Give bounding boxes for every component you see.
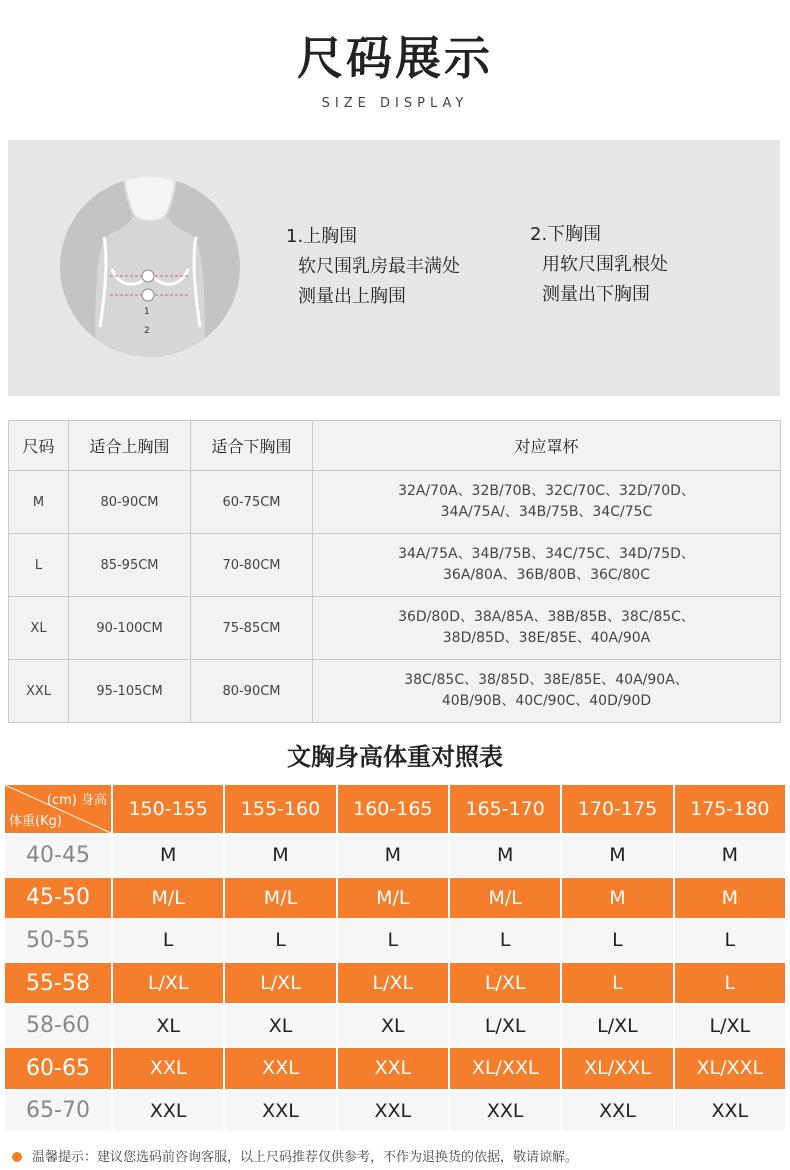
cup-line: 34A/75A/、34B/75B、34C/75C xyxy=(440,504,653,520)
upper-chest-line1: 软尺围乳房最丰满处 xyxy=(298,256,460,277)
weight-cell: 50-55 xyxy=(5,920,111,961)
bullet-dot-icon xyxy=(12,1152,22,1162)
size-recommendation-cell: L xyxy=(675,963,785,1004)
size-cell: M xyxy=(9,471,69,534)
cup-line: 38C/85C、38/85D、38E/85E、40A/90A、 xyxy=(404,672,689,688)
size-recommendation-cell: L xyxy=(675,920,785,961)
size-recommendation-cell: L/XL xyxy=(450,1005,560,1046)
size-recommendation-cell: XXL xyxy=(675,1091,785,1132)
size-recommendation-cell: XL/XXL xyxy=(675,1048,785,1089)
under-chest-cell: 75-85CM xyxy=(191,597,313,660)
size-recommendation-cell: XL xyxy=(225,1005,335,1046)
page-subtitle: SIZE DISPLAY xyxy=(321,96,469,111)
table-row xyxy=(9,597,781,660)
upper-chest-line2: 测量出上胸围 xyxy=(298,286,406,307)
col-header-cup: 对应罩杯 xyxy=(313,421,781,471)
table-row xyxy=(5,963,785,1004)
body-illustration xyxy=(60,177,240,357)
size-recommendation-cell: L xyxy=(113,920,223,961)
size-recommendation-cell: M xyxy=(450,835,560,876)
height-weight-body xyxy=(5,835,785,1131)
size-recommendation-cell: M/L xyxy=(338,878,448,919)
height-header: 165-170 xyxy=(450,785,560,833)
table-row xyxy=(9,660,781,723)
height-axis-label: (cm) 身高 xyxy=(46,793,107,808)
height-header: 150-155 xyxy=(113,785,223,833)
weight-axis-label: 体重(Kg) xyxy=(9,814,62,829)
under-chest-cell: 80-90CM xyxy=(191,660,313,723)
under-chest-title: 2.下胸围 xyxy=(530,224,602,245)
weight-cell: 45-50 xyxy=(5,878,111,919)
size-recommendation-cell: M/L xyxy=(113,878,223,919)
mark-2: 2 xyxy=(144,326,150,336)
size-recommendation-cell: XL xyxy=(338,1005,448,1046)
size-recommendation-cell: L/XL xyxy=(338,963,448,1004)
upper-chest-cell: 95-105CM xyxy=(69,660,191,723)
weight-cell: 60-65 xyxy=(5,1048,111,1089)
height-header-row xyxy=(5,785,785,833)
size-recommendation-cell: M xyxy=(562,835,672,876)
size-recommendation-cell: L xyxy=(450,920,560,961)
size-table xyxy=(8,420,781,723)
size-recommendation-cell: M xyxy=(338,835,448,876)
table-row xyxy=(9,471,781,534)
size-recommendation-cell: M/L xyxy=(225,878,335,919)
table-row xyxy=(5,1005,785,1046)
size-recommendation-cell: L/XL xyxy=(113,963,223,1004)
cup-cell xyxy=(313,534,781,597)
cup-cell xyxy=(313,660,781,723)
size-recommendation-cell: M xyxy=(113,835,223,876)
size-recommendation-cell: L xyxy=(562,963,672,1004)
col-header-under-chest: 适合下胸围 xyxy=(191,421,313,471)
weight-cell: 58-60 xyxy=(5,1005,111,1046)
size-recommendation-cell: L/XL xyxy=(562,1005,672,1046)
size-cell: XL xyxy=(9,597,69,660)
weight-cell: 40-45 xyxy=(5,835,111,876)
size-recommendation-cell: XXL xyxy=(450,1091,560,1132)
height-weight-title: 文胸身高体重对照表 xyxy=(287,743,503,771)
measurement-panel xyxy=(8,140,780,396)
height-header: 170-175 xyxy=(562,785,672,833)
size-recommendation-cell: XXL xyxy=(338,1091,448,1132)
height-header: 160-165 xyxy=(338,785,448,833)
size-recommendation-cell: L xyxy=(225,920,335,961)
under-chest-line1: 用软尺围乳根处 xyxy=(542,254,668,275)
corner-cell xyxy=(5,785,111,833)
upper-chest-cell: 85-95CM xyxy=(69,534,191,597)
size-recommendation-cell: XXL xyxy=(562,1091,672,1132)
size-recommendation-cell: L xyxy=(338,920,448,961)
table-row xyxy=(5,878,785,919)
cup-cell xyxy=(313,471,781,534)
cup-line: 40B/90B、40C/90C、40D/90D xyxy=(441,693,652,709)
size-recommendation-cell: XL xyxy=(113,1005,223,1046)
tip-note xyxy=(12,1146,578,1165)
size-recommendation-cell: XL/XXL xyxy=(562,1048,672,1089)
size-recommendation-cell: XXL xyxy=(225,1091,335,1132)
size-cell: L xyxy=(9,534,69,597)
col-header-size: 尺码 xyxy=(9,421,69,471)
under-chest-cell: 70-80CM xyxy=(191,534,313,597)
upper-chest-title: 1.上胸围 xyxy=(286,226,358,247)
weight-cell: 55-58 xyxy=(5,963,111,1004)
size-recommendation-cell: M xyxy=(225,835,335,876)
table-row xyxy=(5,1091,785,1132)
page-title: 尺码展示 xyxy=(297,31,493,85)
height-weight-table xyxy=(3,783,787,1133)
upper-chest-cell: 80-90CM xyxy=(69,471,191,534)
size-cell: XXL xyxy=(9,660,69,723)
cup-line: 36A/80A、36B/80B、36C/80C xyxy=(443,567,650,583)
under-chest-line2: 测量出下胸围 xyxy=(542,284,650,305)
size-table-header xyxy=(9,421,781,471)
size-recommendation-cell: L/XL xyxy=(225,963,335,1004)
size-recommendation-cell: XXL xyxy=(225,1048,335,1089)
table-row xyxy=(5,1048,785,1089)
cup-line: 38D/85D、38E/85E、40A/90A xyxy=(442,630,651,646)
size-recommendation-cell: L xyxy=(562,920,672,961)
table-row xyxy=(5,835,785,876)
size-recommendation-cell: M xyxy=(675,835,785,876)
upper-chest-cell: 90-100CM xyxy=(69,597,191,660)
mark-1: 1 xyxy=(144,307,150,317)
table-row xyxy=(5,920,785,961)
size-recommendation-cell: XXL xyxy=(113,1091,223,1132)
col-header-upper-chest: 适合上胸围 xyxy=(69,421,191,471)
height-header: 155-160 xyxy=(225,785,335,833)
cup-line: 34A/75A、34B/75B、34C/75C、34D/75D、 xyxy=(398,546,695,562)
under-chest-cell: 60-75CM xyxy=(191,471,313,534)
cup-line: 36D/80D、38A/85A、38B/85B、38C/85C、 xyxy=(398,609,695,625)
size-recommendation-cell: L/XL xyxy=(450,963,560,1004)
size-recommendation-cell: L/XL xyxy=(675,1005,785,1046)
tip-text: 温馨提示：建议您选码前咨询客服，以上尺码推荐仅供参考，不作为退换货的依据，敬请谅解。 xyxy=(32,1150,579,1165)
size-recommendation-cell: XXL xyxy=(338,1048,448,1089)
size-recommendation-cell: M xyxy=(675,878,785,919)
size-recommendation-cell: XL/XXL xyxy=(450,1048,560,1089)
weight-cell: 65-70 xyxy=(5,1091,111,1132)
height-header: 175-180 xyxy=(675,785,785,833)
cup-line: 32A/70A、32B/70B、32C/70C、32D/70D、 xyxy=(398,483,695,499)
cup-cell xyxy=(313,597,781,660)
table-row xyxy=(9,534,781,597)
size-recommendation-cell: M/L xyxy=(450,878,560,919)
size-recommendation-cell: M xyxy=(562,878,672,919)
size-recommendation-cell: XXL xyxy=(113,1048,223,1089)
